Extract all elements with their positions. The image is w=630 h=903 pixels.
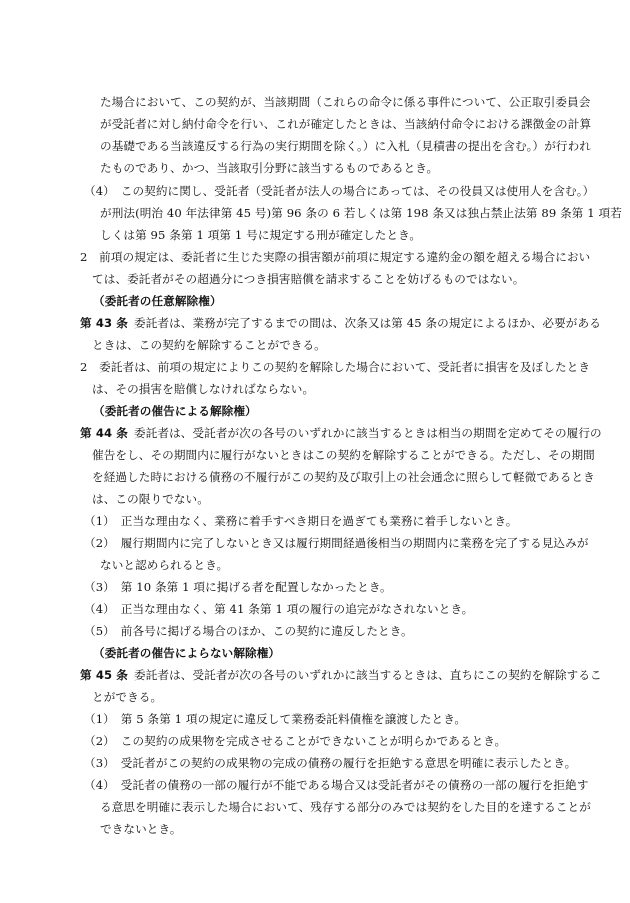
article-text: 委託者は、受託者が次の各号のいずれかに該当するときは、直ちにこの契約を解除するこ: [134, 668, 602, 682]
text-line: の基礎である当該違反する行為の実行期間を除く。）に入札（見積書の提出を含む。）が行われ: [100, 139, 592, 153]
text-line: しくは第 95 条第 1 項第 1 号に規定する刑が確定したとき。: [100, 228, 422, 242]
list-item: （4） 正当な理由なく、第 41 条第 1 項の履行の追完がなされないとき。: [84, 602, 474, 616]
text-line: は、この限りでない。: [92, 492, 209, 506]
text-line: が刑法(明治 40 年法律第 45 号)第 96 条の 6 若しくは第 198 条又は独占禁止法第 89 条第 1 項若: [100, 206, 622, 220]
paragraph-line: 2 前項の規定は、委託者に生じた実際の損害額が前項に規定する違約金の額を超える場合におい: [80, 250, 591, 264]
list-item: （1） 正当な理由なく、業務に着手すべき期日を過ぎても業務に着手しないとき。: [84, 514, 518, 528]
list-item: （4） 受託者の債務の一部の履行が不能である場合又は受託者がその債務の一部の履行を拒絶す: [84, 778, 589, 792]
list-item: （2） この契約の成果物を完成させることができないことが明らかであるとき。: [84, 734, 507, 748]
text-line: を経過した時における債務の不履行がこの契約及び取引上の社会通念に照らして軽微であるとき: [92, 470, 595, 484]
list-item: （5） 前各号に掲げる場合のほか、この契約に違反したとき。: [84, 624, 413, 638]
text-line: とができる。: [92, 690, 163, 704]
article-number: 第 43 条: [80, 316, 128, 330]
section-heading: （委託者の催告によらない解除権）: [93, 646, 281, 660]
text-line: た場合において、この契約が、当該期間（これらの命令に係る事件について、公正取引委員会: [100, 95, 591, 109]
article-text: 委託者は、受託者が次の各号のいずれかに該当するときは相当の期間を定めてその履行の: [134, 426, 602, 440]
list-item: （3） 受託者がこの契約の成果物の完成の債務の履行を拒絶する意思を明確に表示したとき。: [84, 756, 577, 770]
article-number: 第 45 条: [80, 668, 128, 682]
article-line: [80, 667, 602, 683]
paragraph-line: 2 委託者は、前項の規定によりこの契約を解除した場合において、受託者に損害を及ぼしたとき: [80, 360, 591, 374]
text-line: できないとき。: [100, 822, 182, 836]
text-line: 催告をし、その期間内に履行がないときはこの契約を解除することができる。ただし、その期間: [92, 448, 595, 462]
list-item: （3） 第 10 条第 1 項に掲げる者を配置しなかったとき。: [84, 580, 392, 594]
text-line: ては、委託者がその超過分につき損害賠償を請求することを妨げるものではない。: [92, 272, 525, 286]
article-text: 委託者は、業務が完了するまでの間は、次条又は第 45 条の規定によるほか、必要がある: [134, 316, 601, 330]
text-line: ないと認められるとき。: [100, 558, 229, 572]
article-line: [80, 425, 602, 441]
text-line: る意思を明確に表示した場合において、残存する部分のみでは契約をした目的を達することが: [100, 800, 591, 814]
text-line: は、その損害を賠償しなければならない。: [92, 382, 315, 396]
list-item: （1） 第 5 条第 1 項の規定に違反して業務委託料債権を譲渡したとき。: [84, 712, 467, 726]
text-line: たものであり、かつ、当該取引分野に該当するものであるとき。: [100, 161, 439, 175]
text-line: ときは、この契約を解除することができる。: [92, 338, 326, 352]
section-heading: （委託者の任意解除権）: [93, 294, 222, 308]
article-line: [80, 315, 601, 331]
list-item: （4） この契約に関し、受託者（受託者が法人の場合にあっては、その役員又は使用人を含む。）: [84, 184, 595, 198]
list-item: （2） 履行期間内に完了しないとき又は履行期間経過後相当の期間内に業務を完了する見込みが: [84, 536, 589, 550]
article-number: 第 44 条: [80, 426, 128, 440]
text-line: が受託者に対し納付命令を行い、これが確定したときは、当該納付命令における課徴金の計算: [100, 117, 592, 131]
section-heading: （委託者の催告による解除権）: [93, 404, 257, 418]
